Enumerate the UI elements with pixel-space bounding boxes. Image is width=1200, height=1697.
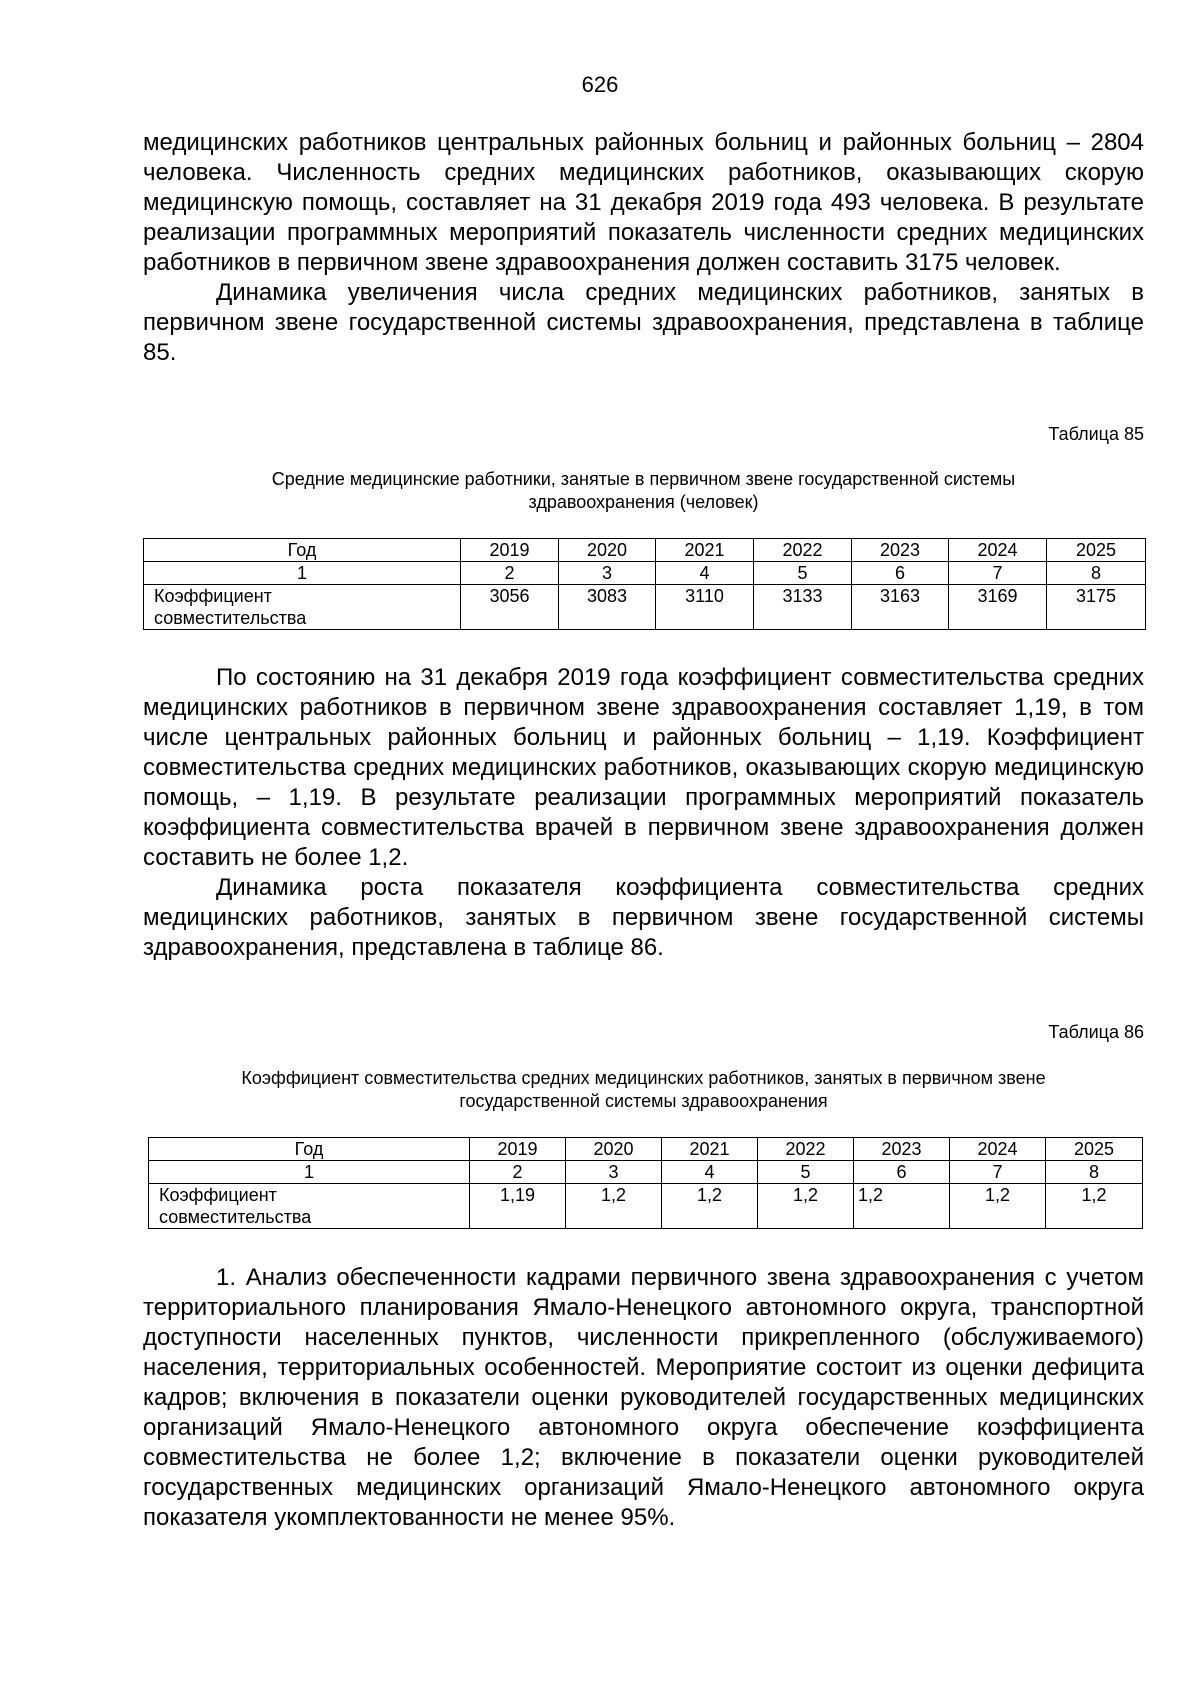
table-86-caption	[143, 1067, 1144, 1113]
header-cell: Год	[144, 539, 461, 562]
value-cell: 1,2	[662, 1184, 758, 1229]
number-cell: 8	[1046, 1161, 1143, 1184]
value-cell: 1,2	[854, 1184, 950, 1229]
header-cell: 2021	[656, 539, 754, 562]
table-86-label: Таблица 86	[1048, 1022, 1144, 1042]
header-cell: 2022	[758, 1138, 854, 1161]
number-cell: 4	[656, 562, 754, 585]
value-cell: 1,2	[1046, 1184, 1143, 1229]
row-label-line: Коэффициент	[159, 1185, 277, 1205]
table-86	[148, 1137, 1143, 1229]
table-row	[149, 1184, 1143, 1229]
header-cell: 2022	[754, 539, 852, 562]
text-block-intro	[143, 128, 1144, 368]
number-cell: 1	[149, 1161, 470, 1184]
value-cell: 3083	[559, 585, 656, 630]
header-cell: 2021	[662, 1138, 758, 1161]
paragraph: Динамика роста показателя коэффициента совместительства средних медицинских работников, занятых в первичном звене государственной системы здравоохранения, представлена в таблице 86.	[143, 874, 1144, 961]
row-label-line: совместительства	[154, 608, 307, 628]
table-85-label: Таблица 85	[1048, 424, 1144, 444]
header-cell: 2020	[566, 1138, 662, 1161]
table-numbering-row	[149, 1161, 1143, 1184]
number-cell: 3	[559, 562, 656, 585]
header-cell: 2025	[1046, 1138, 1143, 1161]
number-cell: 5	[758, 1161, 854, 1184]
number-cell: 4	[662, 1161, 758, 1184]
row-label-cell	[149, 1184, 470, 1229]
row-label-cell	[144, 585, 461, 630]
header-cell: 2023	[854, 1138, 950, 1161]
header-cell: Год	[149, 1138, 470, 1161]
number-cell: 5	[754, 562, 852, 585]
value-cell: 1,19	[470, 1184, 566, 1229]
header-cell: 2024	[950, 1138, 1046, 1161]
number-cell: 7	[950, 1161, 1046, 1184]
paragraph: По состоянию на 31 декабря 2019 года коэффициент совместительства средних медицинских работников в первичном звене здравоохранения составляет 1,19, в том числе центральных районных больниц и районных больниц – 1,19. Коэффициент совместительства средних медицинских работников, оказывающих скорую медицинскую помощь, – 1,19. В результате реализации программных мероприятий показатель коэффициента совместительства врачей в первичном звене здравоохранения должен составить не более 1,2.	[143, 664, 1144, 871]
value-cell: 3133	[754, 585, 852, 630]
table-85-caption	[143, 468, 1144, 514]
table-header-row	[144, 539, 1146, 562]
header-cell: 2019	[470, 1138, 566, 1161]
text-block-measure	[143, 1263, 1144, 1533]
table-85	[143, 538, 1146, 630]
number-cell: 2	[461, 562, 559, 585]
page-number: 626	[581, 72, 619, 97]
value-cell: 1,2	[566, 1184, 662, 1229]
header-cell: 2019	[461, 539, 559, 562]
caption-line: Средние медицинские работники, занятые в первичном звене государственной системы	[271, 469, 1016, 489]
paragraph: медицинских работников центральных районных больниц и районных больниц – 2804 человека. Численность средних медицинских работников, оказывающих скорую медицинскую помощь, составляет на 31 декабря 2019 года 493 человека. В результате реализации программных мероприятий показатель численности средних медицинских работников в первичном звене здравоохранения должен составить 3175 человек.	[143, 129, 1144, 276]
number-cell: 2	[470, 1161, 566, 1184]
value-cell: 1,2	[950, 1184, 1046, 1229]
row-label-line: Коэффициент	[154, 586, 272, 606]
number-cell: 3	[566, 1161, 662, 1184]
text-block-coefficient	[143, 663, 1144, 963]
value-cell: 3175	[1047, 585, 1146, 630]
number-cell: 6	[854, 1161, 950, 1184]
paragraph: Динамика увеличения числа средних медицинских работников, занятых в первичном звене государственной системы здравоохранения, представлена в таблице 85.	[143, 279, 1144, 366]
number-cell: 8	[1047, 562, 1146, 585]
table-row	[144, 585, 1146, 630]
table-numbering-row	[144, 562, 1146, 585]
header-cell: 2024	[949, 539, 1047, 562]
value-cell: 3169	[949, 585, 1047, 630]
value-cell: 3056	[461, 585, 559, 630]
header-cell: 2025	[1047, 539, 1146, 562]
header-cell: 2020	[559, 539, 656, 562]
number-cell: 6	[852, 562, 949, 585]
value-cell: 1,2	[758, 1184, 854, 1229]
table-header-row	[149, 1138, 1143, 1161]
value-cell: 3110	[656, 585, 754, 630]
number-cell: 1	[144, 562, 461, 585]
caption-line: Коэффициент совместительства средних медицинских работников, занятых в первичном звене	[241, 1068, 1046, 1088]
number-cell: 7	[949, 562, 1047, 585]
caption-line: здравоохранения (человек)	[528, 492, 759, 512]
value-cell: 3163	[852, 585, 949, 630]
paragraph: 1. Анализ обеспеченности кадрами первичного звена здравоохранения с учетом территориального планирования Ямало-Ненецкого автономного округа, транспортной доступности населенных пунктов, численности прикрепленного (обслуживаемого) населения, территориальных особенностей. Мероприятие состоит из оценки дефицита кадров; включения в показатели оценки руководителей государственных медицинских организаций Ямало-Ненецкого автономного округа обеспечение коэффициента совместительства не более 1,2; включение в показатели оценки руководителей государственных медицинских организаций Ямало-Ненецкого автономного округа показателя укомплектованности не менее 95%.	[143, 1264, 1144, 1531]
header-cell: 2023	[852, 539, 949, 562]
row-label-line: совместительства	[159, 1207, 312, 1227]
caption-line: государственной системы здравоохранения	[459, 1091, 828, 1111]
